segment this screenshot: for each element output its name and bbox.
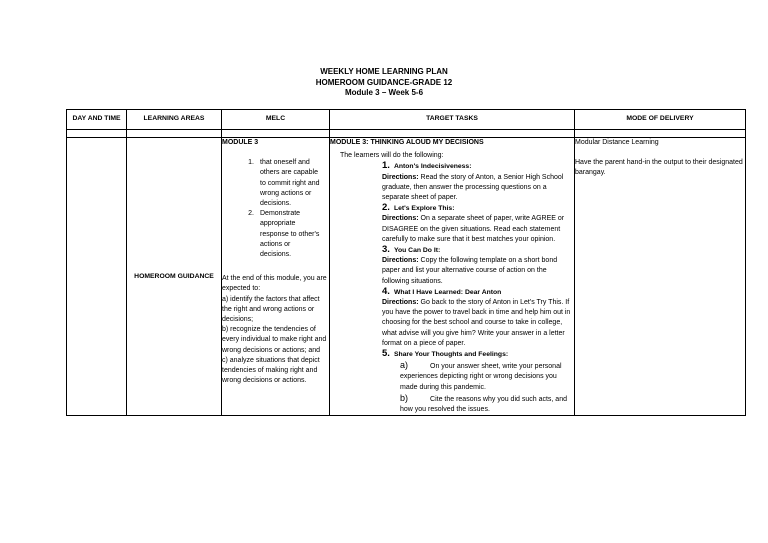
melc-objective: a) identify the factors that affect the right and wrong actions or decisions; [222, 295, 320, 324]
melc-item [222, 158, 329, 209]
delivery-mode: Modular Distance Learning [575, 139, 659, 146]
task-title: You Can Do It: [393, 247, 441, 255]
directions-label: Directions: [382, 215, 419, 223]
melc-item-text: that oneself and others are capable to commit right and wrong actions or decisions. [260, 159, 320, 208]
task-item [382, 245, 574, 287]
task-item [382, 349, 574, 360]
col-header-day-time: DAY AND TIME [67, 110, 127, 130]
day-time-cell [67, 138, 127, 416]
task-item [382, 203, 574, 245]
subitem-text: Cite the reasons why you did such acts, and how you resolved the issues. [400, 395, 567, 414]
header-module-week: Module 3 – Week 5-6 [344, 88, 424, 97]
mode-of-delivery-cell [575, 138, 746, 416]
task-item [382, 161, 574, 203]
task-title: Anton's Indecisiveness: [393, 163, 472, 171]
learning-area-cell [127, 138, 222, 416]
melc-objective: b) recognize the tendencies of every individual to make right and wrong decisions or actions; and [222, 326, 327, 354]
task-number: 5. [382, 348, 390, 360]
melc-item-number: 1. [248, 159, 254, 167]
melc-item-text: Demonstrate appropriate response to other's actions or decisions. [260, 210, 320, 259]
task-subitem [400, 393, 574, 415]
plan-header [0, 67, 768, 99]
learning-area-label: HOMEROOM GUIDANCE [134, 273, 214, 281]
task-number: 2. [382, 202, 390, 214]
subitem-label: b) [400, 392, 409, 403]
task-subitem [400, 360, 574, 393]
melc-intro: At the end of this module, you are expected to: [222, 275, 327, 293]
melc-cell [222, 138, 330, 416]
tasks-intro: The learners will do the following: [340, 152, 444, 160]
task-number: 1. [382, 160, 390, 172]
col-header-mode-of-delivery: MODE OF DELIVERY [575, 110, 746, 130]
table-row [67, 138, 746, 416]
melc-item-number: 2. [248, 210, 254, 218]
subitem-text: On your answer sheet, write your personal experiences depicting right or wrong decisions you made during this pandemic. [400, 363, 562, 391]
task-number: 3. [382, 244, 390, 256]
table-header-row [67, 110, 746, 130]
melc-title: MODULE 3 [222, 139, 259, 146]
header-subtitle: HOMEROOM GUIDANCE-GRADE 12 [315, 77, 453, 87]
task-directions: Copy the following template on a short bond paper and list your alternative course of action on the following situations. [382, 257, 558, 285]
task-item [382, 287, 574, 349]
melc-item [222, 209, 329, 260]
delivery-note: Have the parent hand-in the output to their designated barangay. [575, 159, 743, 177]
task-directions: On a separate sheet of paper, write AGREE or DISAGREE on the given situations. Read each statement carefully to make sure that it best matches your opinion. [382, 215, 565, 243]
subitem-label: a) [400, 360, 409, 371]
spacer-row [67, 130, 746, 138]
task-directions: Read the story of Anton, a Senior High School graduate, then answer the processing questions on a separate sheet of paper. [382, 173, 564, 202]
header-title: WEEKLY HOME LEARNING PLAN [320, 67, 448, 76]
task-title: What I Have Learned: Dear Anton [393, 288, 502, 296]
learning-plan-table [66, 109, 746, 416]
col-header-melc: MELC [222, 110, 330, 130]
directions-label: Directions: [382, 173, 419, 181]
task-title: Share Your Thoughts and Feelings: [393, 351, 509, 359]
target-tasks-cell [330, 138, 575, 416]
melc-objective: c) analyze situations that depict tendencies of making right and wrong decisions or actions. [222, 356, 320, 385]
task-directions: Go back to the story of Anton in Let's Try This. If you have the power to travel back in time and help him out in choosing for the best school and course to take in college, what advise will you give him? Write your answer in a letter format on a piece of paper. [382, 299, 571, 347]
task-number: 4. [382, 285, 390, 297]
col-header-target-tasks: TARGET TASKS [330, 110, 575, 130]
directions-label: Directions: [382, 299, 419, 307]
melc-list [222, 158, 329, 260]
tasks-title: MODULE 3: THINKING ALOUD MY DECISIONS [330, 139, 484, 146]
directions-label: Directions: [382, 257, 419, 265]
task-title: Let's Explore This: [393, 205, 455, 213]
col-header-learning-areas: LEARNING AREAS [127, 110, 222, 130]
